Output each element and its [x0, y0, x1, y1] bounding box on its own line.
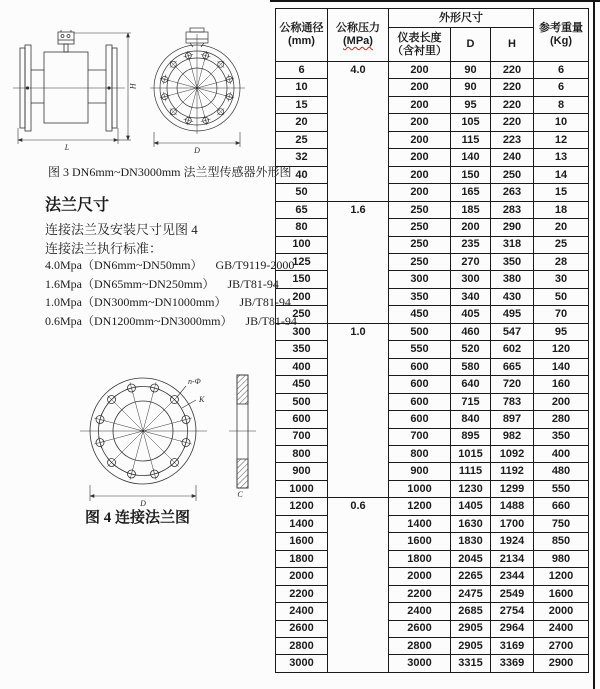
table-header [276, 9, 589, 62]
standard-range: 1.0Mpa（DN300mm~DN1000mm） [45, 295, 227, 309]
length-cell: 2200 [389, 585, 451, 602]
standard-code: JB/T81-94 [227, 276, 279, 291]
pressure-cell: 1.0 [328, 323, 389, 498]
h-cell: 223 [491, 131, 534, 148]
h-cell: 1092 [491, 445, 534, 462]
table-row [276, 149, 589, 166]
bolt-circle-label: K [199, 395, 205, 404]
h-cell: 720 [491, 376, 534, 393]
table-row [276, 463, 589, 480]
table-row [276, 114, 589, 131]
weight-cell: 6 [534, 62, 589, 79]
d-cell: 3315 [451, 655, 491, 672]
weight-cell: 13 [534, 149, 589, 166]
flange-standards-list [45, 256, 297, 330]
length-cell: 350 [389, 288, 451, 305]
table-row [276, 603, 589, 620]
table-row [276, 550, 589, 567]
weight-cell: 50 [534, 288, 589, 305]
d-cell: 115 [451, 131, 491, 148]
standard-line [45, 256, 295, 275]
table-row [276, 498, 589, 515]
table-row [276, 358, 589, 375]
weight-cell: 400 [534, 445, 589, 462]
table-row [276, 306, 589, 323]
length-cell: 600 [389, 393, 451, 410]
weight-cell: 200 [534, 393, 589, 410]
weight-cell: 95 [534, 323, 589, 340]
bolt-count-label: n-Φ [188, 377, 201, 386]
header-d: D [451, 28, 491, 62]
dn-cell: 15 [276, 96, 328, 113]
table-row [276, 393, 589, 410]
h-cell: 2964 [491, 620, 534, 637]
d-cell: 2905 [451, 637, 491, 654]
weight-cell: 140 [534, 358, 589, 375]
weight-cell: 70 [534, 306, 589, 323]
dim-label-H: H [128, 83, 137, 89]
d-cell: 405 [451, 306, 491, 323]
standard-code: JB/T81-94 [239, 295, 291, 309]
dn-cell: 10 [276, 79, 328, 96]
length-cell: 1000 [389, 480, 451, 497]
dn-cell: 350 [276, 341, 328, 358]
header-dimensions: 外形尺寸 [389, 9, 534, 28]
h-cell: 1488 [491, 498, 534, 515]
h-cell: 1192 [491, 463, 534, 480]
dim-label-D: D [194, 146, 200, 155]
length-cell: 250 [389, 253, 451, 270]
sensor-front-view [150, 28, 245, 134]
length-cell: 550 [389, 341, 451, 358]
weight-cell: 2700 [534, 637, 589, 654]
h-cell: 220 [491, 62, 534, 79]
standard-line [45, 293, 290, 312]
page-right-rule [593, 0, 595, 689]
length-cell: 200 [389, 184, 451, 201]
dn-cell: 200 [276, 288, 328, 305]
dn-cell: 40 [276, 166, 328, 183]
d-cell: 1405 [451, 498, 491, 515]
sensor-side-view [13, 30, 125, 131]
d-cell: 715 [451, 393, 491, 410]
table-row [276, 288, 589, 305]
length-cell: 300 [389, 271, 451, 288]
h-cell: 290 [491, 219, 534, 236]
dn-cell: 1000 [276, 480, 328, 497]
d-cell: 1015 [451, 445, 491, 462]
header-weight: 参考重量 (Kg) [534, 9, 589, 62]
h-cell: 250 [491, 166, 534, 183]
length-cell: 3000 [389, 655, 451, 672]
h-cell: 318 [491, 236, 534, 253]
dn-cell: 2600 [276, 620, 328, 637]
dn-cell: 1200 [276, 498, 328, 515]
h-cell: 3169 [491, 637, 534, 654]
table-row [276, 201, 589, 218]
flange-thickness-label: C [237, 490, 243, 499]
d-cell: 1830 [451, 533, 491, 550]
pressure-cell: 0.6 [328, 498, 389, 673]
d-cell: 95 [451, 96, 491, 113]
h-cell: 665 [491, 358, 534, 375]
length-cell: 200 [389, 131, 451, 148]
dn-cell: 400 [276, 358, 328, 375]
dn-cell: 800 [276, 445, 328, 462]
header-length: 仪表长度 （含衬里） [389, 28, 451, 62]
table-row [276, 184, 589, 201]
d-cell: 1115 [451, 463, 491, 480]
length-cell: 250 [389, 201, 451, 218]
dn-cell: 300 [276, 323, 328, 340]
dn-cell: 2800 [276, 637, 328, 654]
h-cell: 495 [491, 306, 534, 323]
header-pressure: 公称压力 (MPa) [328, 9, 389, 62]
length-cell: 450 [389, 306, 451, 323]
weight-cell: 280 [534, 411, 589, 428]
side-view-dimensions [18, 33, 131, 144]
standard-line [45, 312, 297, 331]
dn-cell: 600 [276, 411, 328, 428]
dn-cell: 100 [276, 236, 328, 253]
length-cell: 200 [389, 114, 451, 131]
standard-code: JB/T81-94 [245, 313, 297, 328]
table-row [276, 219, 589, 236]
d-cell: 520 [451, 341, 491, 358]
table-row [276, 411, 589, 428]
dn-cell: 1800 [276, 550, 328, 567]
length-cell: 200 [389, 79, 451, 96]
length-cell: 600 [389, 358, 451, 375]
h-cell: 240 [491, 149, 534, 166]
d-cell: 150 [451, 166, 491, 183]
dn-cell: 6 [276, 62, 328, 79]
table-row [276, 323, 589, 340]
d-cell: 200 [451, 219, 491, 236]
figure3-drawing [8, 20, 258, 162]
table-row [276, 236, 589, 253]
table-row [276, 253, 589, 270]
table-row [276, 428, 589, 445]
table-row [276, 655, 589, 672]
dn-cell: 450 [276, 376, 328, 393]
length-cell: 200 [389, 149, 451, 166]
d-cell: 270 [451, 253, 491, 270]
h-cell: 3369 [491, 655, 534, 672]
h-cell: 2344 [491, 568, 534, 585]
length-cell: 250 [389, 219, 451, 236]
table-row [276, 62, 589, 79]
weight-cell: 25 [534, 236, 589, 253]
length-cell: 1200 [389, 498, 451, 515]
standard-range: 4.0Mpa（DN6mm~DN50mm） [45, 258, 203, 272]
d-cell: 165 [451, 184, 491, 201]
length-cell: 250 [389, 236, 451, 253]
length-cell: 500 [389, 323, 451, 340]
weight-cell: 12 [534, 131, 589, 148]
weight-cell: 850 [534, 533, 589, 550]
d-cell: 90 [451, 62, 491, 79]
d-cell: 2905 [451, 620, 491, 637]
front-view-dimensions [154, 132, 240, 147]
weight-cell: 15 [534, 184, 589, 201]
d-cell: 1230 [451, 480, 491, 497]
table-row [276, 131, 589, 148]
h-cell: 2134 [491, 550, 534, 567]
length-cell: 1800 [389, 550, 451, 567]
h-cell: 2754 [491, 603, 534, 620]
dn-cell: 3000 [276, 655, 328, 672]
weight-cell: 6 [534, 79, 589, 96]
length-cell: 200 [389, 62, 451, 79]
d-cell: 300 [451, 271, 491, 288]
length-cell: 1600 [389, 533, 451, 550]
standard-range: 0.6Mpa（DN1200mm~DN3000mm） [45, 313, 233, 328]
dn-cell: 700 [276, 428, 328, 445]
dn-cell: 20 [276, 114, 328, 131]
flange-standard-title: 连接法兰执行标准： [45, 241, 163, 256]
d-cell: 1630 [451, 515, 491, 532]
dim-label-L: L [64, 143, 70, 152]
h-cell: 1924 [491, 533, 534, 550]
d-cell: 640 [451, 376, 491, 393]
table-row [276, 620, 589, 637]
h-cell: 2549 [491, 585, 534, 602]
page-top-rule [270, 0, 600, 2]
header-diameter: 公称通径 (mm) [276, 9, 328, 62]
h-cell: 1700 [491, 515, 534, 532]
h-cell: 380 [491, 271, 534, 288]
table-row [276, 585, 589, 602]
weight-cell: 750 [534, 515, 589, 532]
length-cell: 1400 [389, 515, 451, 532]
pressure-cell: 4.0 [328, 62, 389, 202]
h-cell: 1299 [491, 480, 534, 497]
d-cell: 895 [451, 428, 491, 445]
dn-cell: 1600 [276, 533, 328, 550]
dn-cell: 150 [276, 271, 328, 288]
dn-cell: 50 [276, 184, 328, 201]
d-cell: 2685 [451, 603, 491, 620]
weight-cell: 30 [534, 271, 589, 288]
length-cell: 200 [389, 96, 451, 113]
h-cell: 350 [491, 253, 534, 270]
table-row [276, 96, 589, 113]
weight-cell: 14 [534, 166, 589, 183]
dn-cell: 25 [276, 131, 328, 148]
dn-cell: 1400 [276, 515, 328, 532]
d-cell: 235 [451, 236, 491, 253]
d-cell: 580 [451, 358, 491, 375]
table-row [276, 79, 589, 96]
weight-cell: 28 [534, 253, 589, 270]
h-cell: 547 [491, 323, 534, 340]
length-cell: 600 [389, 376, 451, 393]
dn-cell: 250 [276, 306, 328, 323]
table-row [276, 637, 589, 654]
weight-cell: 2900 [534, 655, 589, 672]
weight-cell: 550 [534, 480, 589, 497]
d-cell: 460 [451, 323, 491, 340]
weight-cell: 120 [534, 341, 589, 358]
d-cell: 90 [451, 79, 491, 96]
length-cell: 2800 [389, 637, 451, 654]
h-cell: 897 [491, 411, 534, 428]
h-cell: 982 [491, 428, 534, 445]
d-cell: 185 [451, 201, 491, 218]
standard-code: GB/T9119-2000 [215, 258, 295, 272]
table-row [276, 445, 589, 462]
standard-range: 1.6Mpa（DN65mm~DN250mm） [45, 276, 215, 291]
h-cell: 283 [491, 201, 534, 218]
flange-front-view [80, 378, 207, 484]
table-row [276, 568, 589, 585]
dn-cell: 2000 [276, 568, 328, 585]
d-cell: 2045 [451, 550, 491, 567]
weight-cell: 10 [534, 114, 589, 131]
dn-cell: 900 [276, 463, 328, 480]
d-cell: 2475 [451, 585, 491, 602]
h-cell: 783 [491, 393, 534, 410]
weight-cell: 1600 [534, 585, 589, 602]
weight-cell: 1200 [534, 568, 589, 585]
weight-cell: 160 [534, 376, 589, 393]
dimension-table [275, 8, 588, 673]
weight-cell: 2000 [534, 603, 589, 620]
flange-intro-text: 连接法兰及安装尺寸见图 4 [45, 222, 198, 237]
weight-cell: 480 [534, 463, 589, 480]
h-cell: 602 [491, 341, 534, 358]
d-cell: 140 [451, 149, 491, 166]
figure4-drawing [55, 356, 265, 510]
weight-cell: 20 [534, 219, 589, 236]
d-cell: 340 [451, 288, 491, 305]
dn-cell: 500 [276, 393, 328, 410]
h-cell: 220 [491, 79, 534, 96]
length-cell: 700 [389, 428, 451, 445]
h-cell: 220 [491, 96, 534, 113]
length-cell: 800 [389, 445, 451, 462]
length-cell: 900 [389, 463, 451, 480]
weight-cell: 2400 [534, 620, 589, 637]
length-cell: 600 [389, 411, 451, 428]
table-row [276, 166, 589, 183]
flange-table-body [276, 62, 589, 673]
flange-section-view [229, 375, 256, 488]
weight-cell: 660 [534, 498, 589, 515]
standard-line [45, 275, 290, 294]
length-cell: 2000 [389, 568, 451, 585]
h-cell: 430 [491, 288, 534, 305]
header-h: H [491, 28, 534, 62]
dn-cell: 125 [276, 253, 328, 270]
d-cell: 840 [451, 411, 491, 428]
dn-cell: 2200 [276, 585, 328, 602]
flange-d-label: D [140, 499, 146, 508]
length-cell: 2400 [389, 603, 451, 620]
table-row [276, 533, 589, 550]
flange-size-heading: 法兰尺寸 [45, 197, 110, 214]
dn-cell: 65 [276, 201, 328, 218]
dn-cell: 80 [276, 219, 328, 236]
h-cell: 263 [491, 184, 534, 201]
figure3-caption: 图 3 DN6mm~DN3000mm 法兰型传感器外形图 [48, 165, 292, 179]
length-cell: 2600 [389, 620, 451, 637]
d-cell: 2265 [451, 568, 491, 585]
table-row [276, 376, 589, 393]
table-row [276, 515, 589, 532]
weight-cell: 350 [534, 428, 589, 445]
weight-cell: 980 [534, 550, 589, 567]
table-row [276, 271, 589, 288]
dn-cell: 32 [276, 149, 328, 166]
weight-cell: 18 [534, 201, 589, 218]
figure4-caption: 图 4 连接法兰图 [85, 510, 191, 526]
pressure-cell: 1.6 [328, 201, 389, 323]
dn-cell: 2400 [276, 603, 328, 620]
length-cell: 200 [389, 166, 451, 183]
table-row [276, 480, 589, 497]
weight-cell: 8 [534, 96, 589, 113]
d-cell: 105 [451, 114, 491, 131]
table-row [276, 341, 589, 358]
h-cell: 220 [491, 114, 534, 131]
